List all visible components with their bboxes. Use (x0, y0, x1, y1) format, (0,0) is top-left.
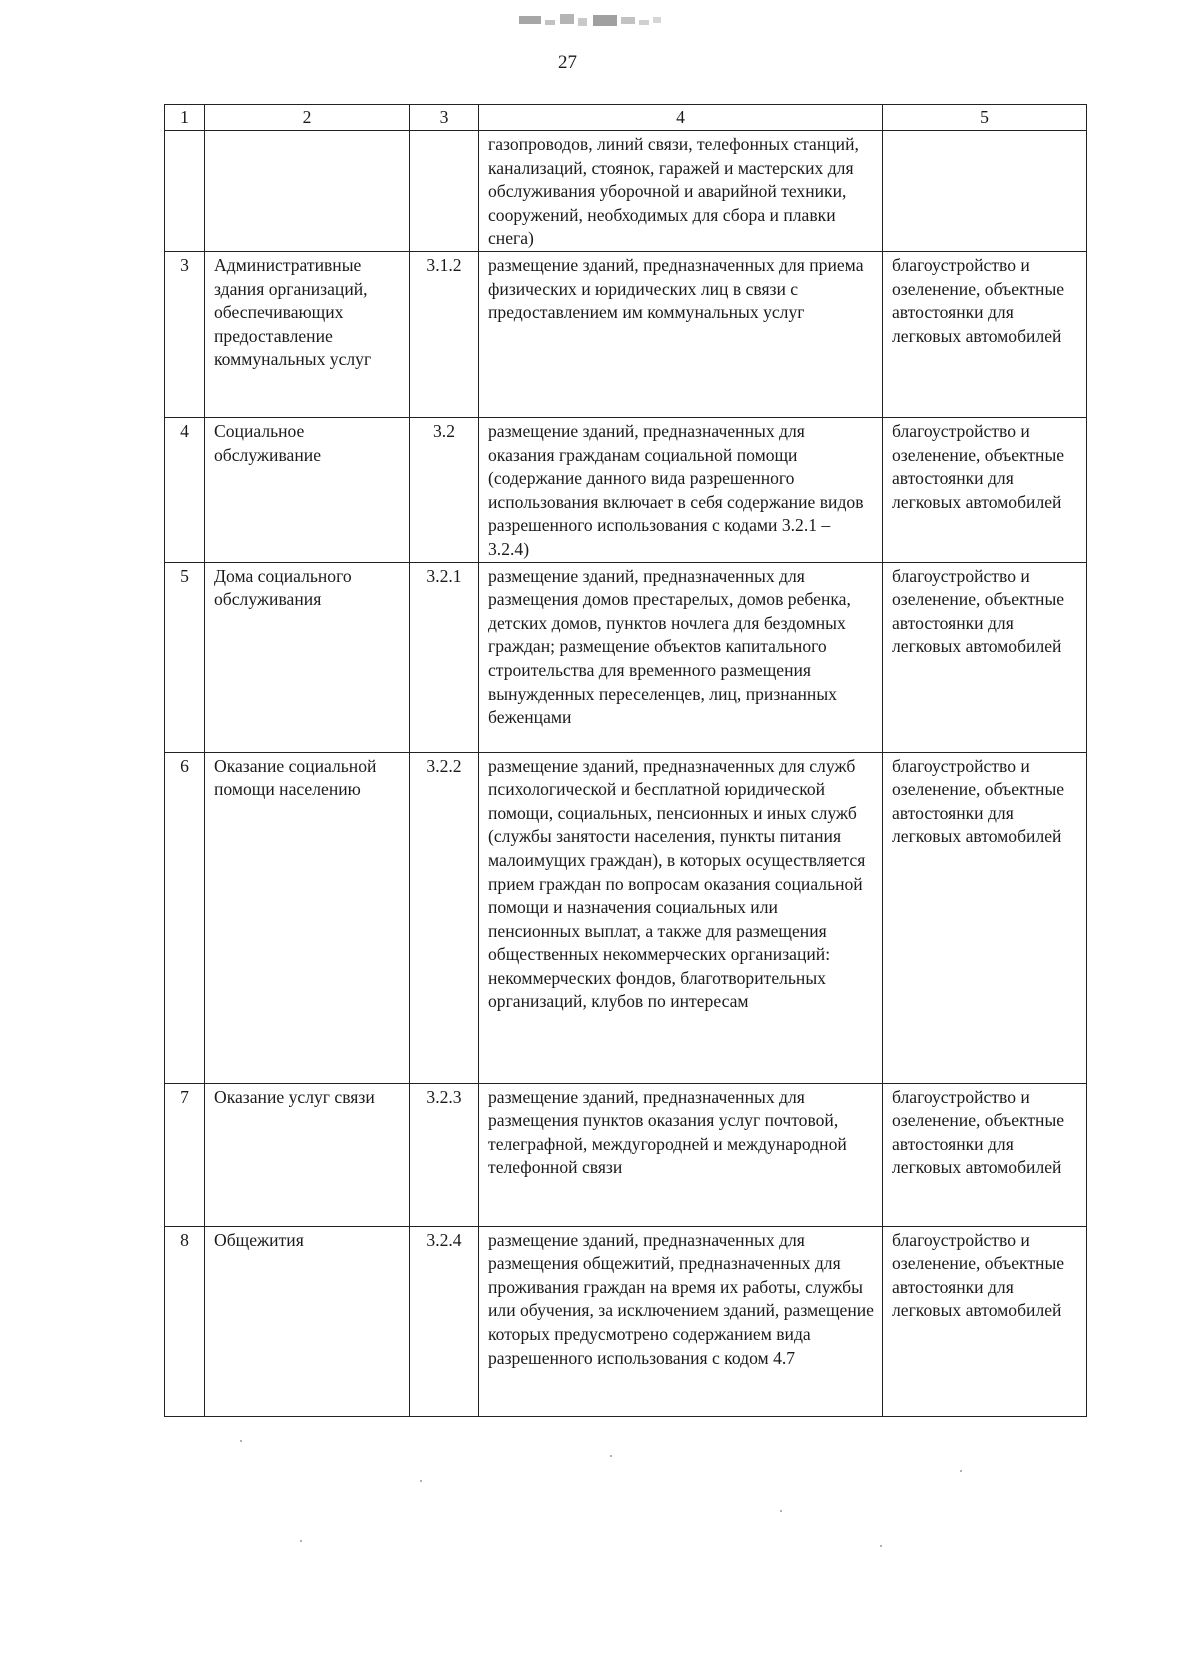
row-description: размещение зданий, предназначенных для приема физических и юридических лиц в связи с предоставлением им коммунальных услуг (479, 251, 883, 417)
scan-speck (300, 1540, 302, 1542)
row-extra: благоустройство и озеленение, объектные автостоянки для легковых автомобилей (883, 251, 1087, 417)
row-type-name: Дома социального обслуживания (205, 562, 410, 752)
row-code: 3.1.2 (410, 251, 479, 417)
row-type-name: Общежития (205, 1226, 410, 1416)
scan-speck (420, 1480, 422, 1482)
scan-speck (240, 1440, 242, 1442)
row-description: размещение зданий, предназначенных для служб психологической и бесплатной юридической помощи, социальных, пенсионных и иных служб (службы занятости населения, пункты питания малоимущих граждан), в которых осуществляется прием граждан по вопросам оказания социальной помощи и назначения социальных или пенсионных выплат, а также для размещения общественных некоммерческих организаций: некоммерческих фондов, благотворительных организаций, клубов по интересам (479, 752, 883, 1083)
scan-speck (610, 1455, 612, 1457)
table-row (165, 1083, 1087, 1226)
row-number: 7 (165, 1083, 205, 1226)
header-col-3: 3 (410, 105, 479, 131)
table-row (165, 752, 1087, 1083)
scan-speck (880, 1545, 882, 1547)
table-row (165, 1226, 1087, 1416)
table-row (165, 417, 1087, 562)
row-description: газопроводов, линий связи, телефонных станций, канализаций, стоянок, гаражей и мастерских для обслуживания уборочной и аварийной техники, сооружений, необходимых для сбора и плавки снега) (479, 131, 883, 252)
row-extra: благоустройство и озеленение, объектные автостоянки для легковых автомобилей (883, 417, 1087, 562)
row-extra: благоустройство и озеленение, объектные автостоянки для легковых автомобилей (883, 1226, 1087, 1416)
land-use-table (164, 104, 1087, 1417)
row-type-name (205, 131, 410, 252)
row-type-name: Оказание услуг связи (205, 1083, 410, 1226)
page-number: 27 (558, 52, 577, 73)
table-header-row (165, 105, 1087, 131)
row-number: 3 (165, 251, 205, 417)
row-number: 4 (165, 417, 205, 562)
row-extra: благоустройство и озеленение, объектные автостоянки для легковых автомобилей (883, 562, 1087, 752)
scan-speck (780, 1510, 782, 1512)
row-type-name: Оказание социальной помощи населению (205, 752, 410, 1083)
row-extra: благоустройство и озеленение, объектные автостоянки для легковых автомобилей (883, 752, 1087, 1083)
table-row (165, 562, 1087, 752)
scan-artifact-mark (505, 8, 675, 34)
row-number: 8 (165, 1226, 205, 1416)
row-description: размещение зданий, предназначенных для размещения общежитий, предназначенных для проживания граждан на время их работы, службы или обучения, за исключением зданий, размещение которых предусмотрено содержанием вида разрешенного использования с кодом 4.7 (479, 1226, 883, 1416)
row-type-name: Социальное обслуживание (205, 417, 410, 562)
row-code: 3.2.2 (410, 752, 479, 1083)
row-extra (883, 131, 1087, 252)
table-row (165, 131, 1087, 252)
scan-speck (960, 1470, 962, 1472)
header-col-2: 2 (205, 105, 410, 131)
row-number: 5 (165, 562, 205, 752)
row-code (410, 131, 479, 252)
row-code: 3.2 (410, 417, 479, 562)
row-extra: благоустройство и озеленение, объектные автостоянки для легковых автомобилей (883, 1083, 1087, 1226)
header-col-1: 1 (165, 105, 205, 131)
header-col-5: 5 (883, 105, 1087, 131)
row-code: 3.2.1 (410, 562, 479, 752)
row-description: размещение зданий, предназначенных для размещения пунктов оказания услуг почтовой, телеграфной, междугородней и международной телефонной связи (479, 1083, 883, 1226)
row-code: 3.2.3 (410, 1083, 479, 1226)
row-description: размещение зданий, предназначенных для оказания гражданам социальной помощи (содержание данного вида разрешенного использования включает в себя содержание видов разрешенного использования с кодами 3.2.1 – 3.2.4) (479, 417, 883, 562)
header-col-4: 4 (479, 105, 883, 131)
row-number: 6 (165, 752, 205, 1083)
table-row (165, 251, 1087, 417)
row-description: размещение зданий, предназначенных для размещения домов престарелых, домов ребенка, детских домов, пунктов ночлега для бездомных граждан; размещение объектов капитального строительства для временного размещения вынужденных переселенцев, лиц, признанных беженцами (479, 562, 883, 752)
row-code: 3.2.4 (410, 1226, 479, 1416)
row-number (165, 131, 205, 252)
row-type-name: Административные здания организаций, обеспечивающих предоставление коммунальных услуг (205, 251, 410, 417)
